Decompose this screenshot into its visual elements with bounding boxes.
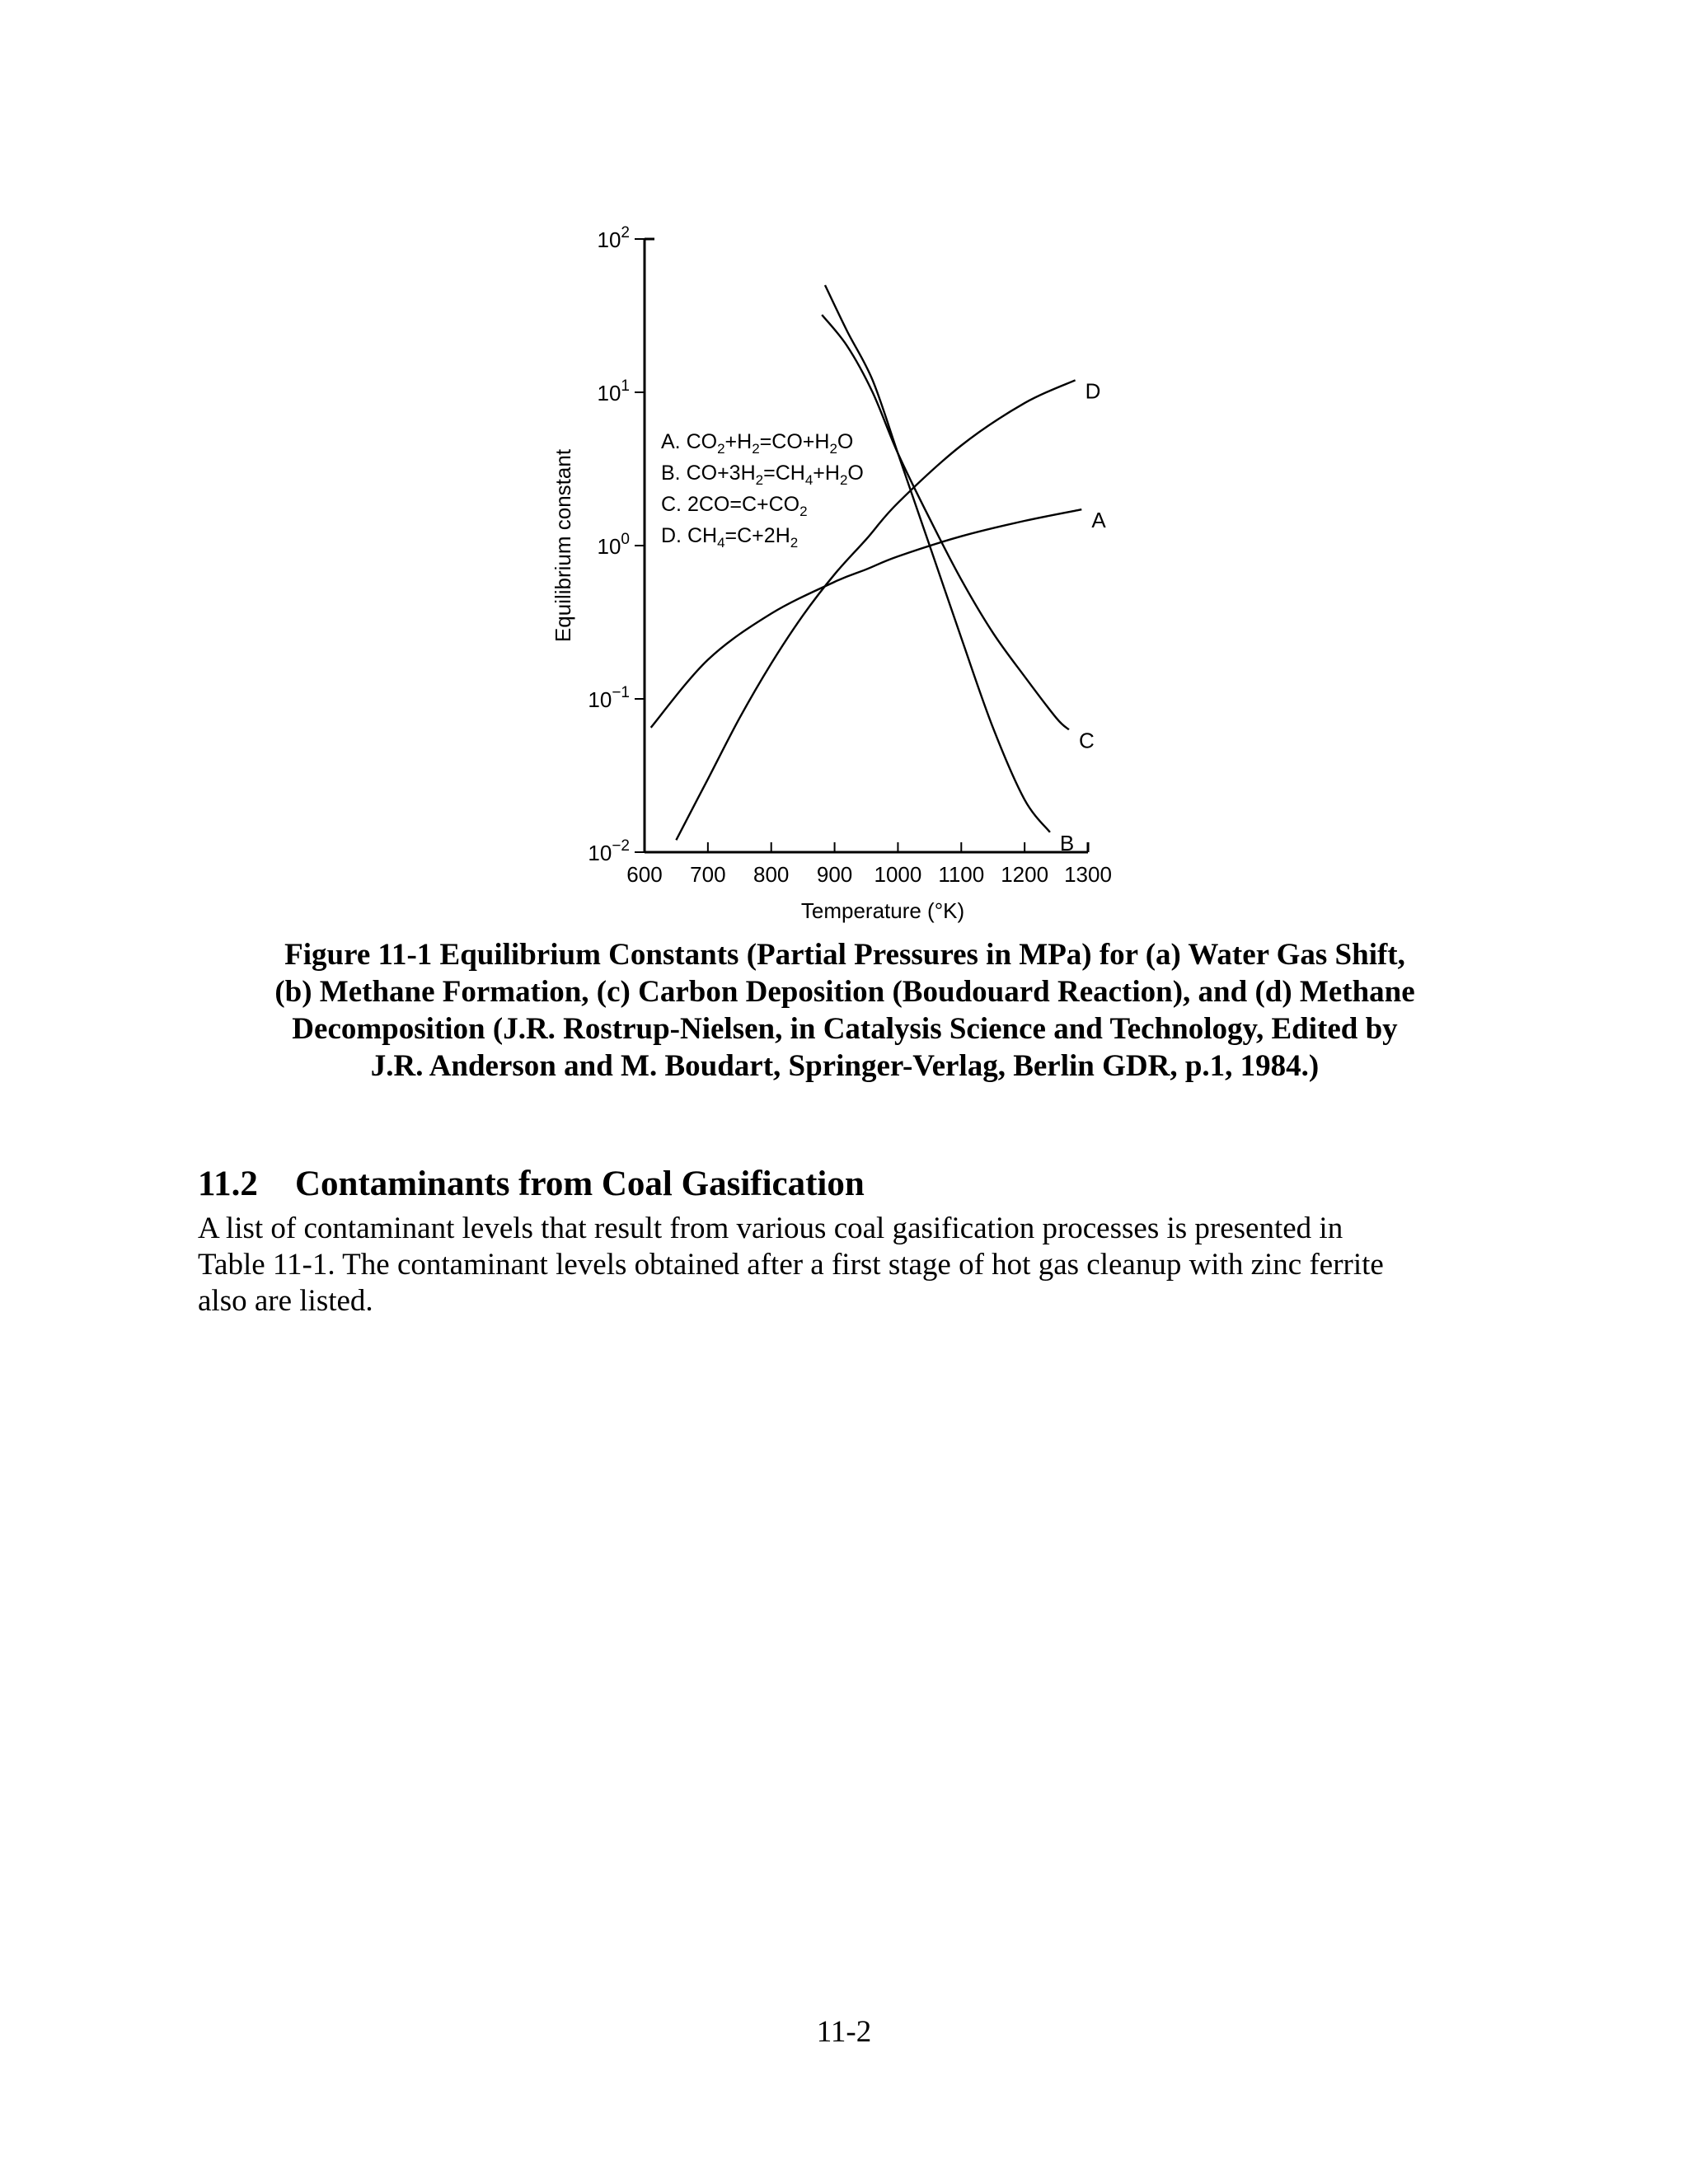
x-tick-label: 1200: [1001, 862, 1049, 887]
y-tick-label: $10^2$: [597, 224, 630, 252]
series-label-b: B: [1059, 830, 1075, 855]
legend-entry: C. $2CO=C+CO_2$: [661, 493, 808, 519]
section-title: Contaminants from Coal Gasification: [295, 1165, 865, 1203]
caption-line: Decomposition (J.R. Rostrup-Nielsen, in Catalysis Science and Technology, Edited by: [292, 1012, 1398, 1046]
section-heading: [198, 1164, 865, 1204]
legend-entry: B. $CO+3H_2=CH_4+H_2O$: [661, 462, 864, 488]
y-axis-label: Equilibrium constant: [551, 448, 575, 643]
series-label-a: A: [1091, 508, 1106, 533]
body-paragraph: [198, 1211, 1500, 1319]
series-label-c: C: [1078, 728, 1095, 753]
legend-entry: D. $CH_4=C+2H_2$: [661, 524, 799, 551]
caption-line: Figure 11-1 Equilibrium Constants (Partial Pressures in MPa) for (a) Water Gas Shift,: [284, 938, 1405, 972]
x-tick-label: 800: [753, 862, 790, 887]
series-line-c: [822, 315, 1069, 729]
page-number: 11-2: [816, 2015, 872, 2049]
y-tick-label: $10^{-1}$: [588, 684, 630, 712]
section-number: 11.2: [198, 1165, 258, 1203]
caption-line: J.R. Anderson and M. Boudart, Springer-Verlag, Berlin GDR, p.1, 1984.): [370, 1049, 1320, 1083]
x-tick-label: 1000: [874, 862, 922, 887]
legend-entry: A. $CO_2+H_2=CO+H_2O$: [661, 430, 854, 457]
y-tick-label: $10^0$: [597, 531, 630, 559]
figure-caption: [190, 936, 1500, 1085]
x-tick-label: 700: [690, 862, 726, 887]
body-line: also are listed.: [198, 1284, 373, 1318]
y-tick-label: $10^1$: [597, 377, 630, 405]
x-tick-label: 900: [816, 862, 853, 887]
caption-line: (b) Methane Formation, (c) Carbon Deposition (Boudouard Reaction), and (d) Methane: [274, 975, 1415, 1009]
x-axis-label: Temperature (°K): [800, 898, 965, 923]
body-line: Table 11-1. The contaminant levels obtained after a first stage of hot gas cleanup with zinc ferrite: [198, 1248, 1384, 1282]
x-tick-label: 1300: [1064, 862, 1112, 887]
equilibrium-constant-chart: [0, 0, 1688, 940]
x-tick-label: 600: [626, 862, 663, 887]
x-tick-label: 1100: [938, 862, 985, 887]
body-line: A list of contaminant levels that result from various coal gasification processes is presented in: [198, 1212, 1343, 1245]
y-tick-label: $10^{-2}$: [588, 837, 630, 865]
series-label-d: D: [1085, 378, 1101, 404]
